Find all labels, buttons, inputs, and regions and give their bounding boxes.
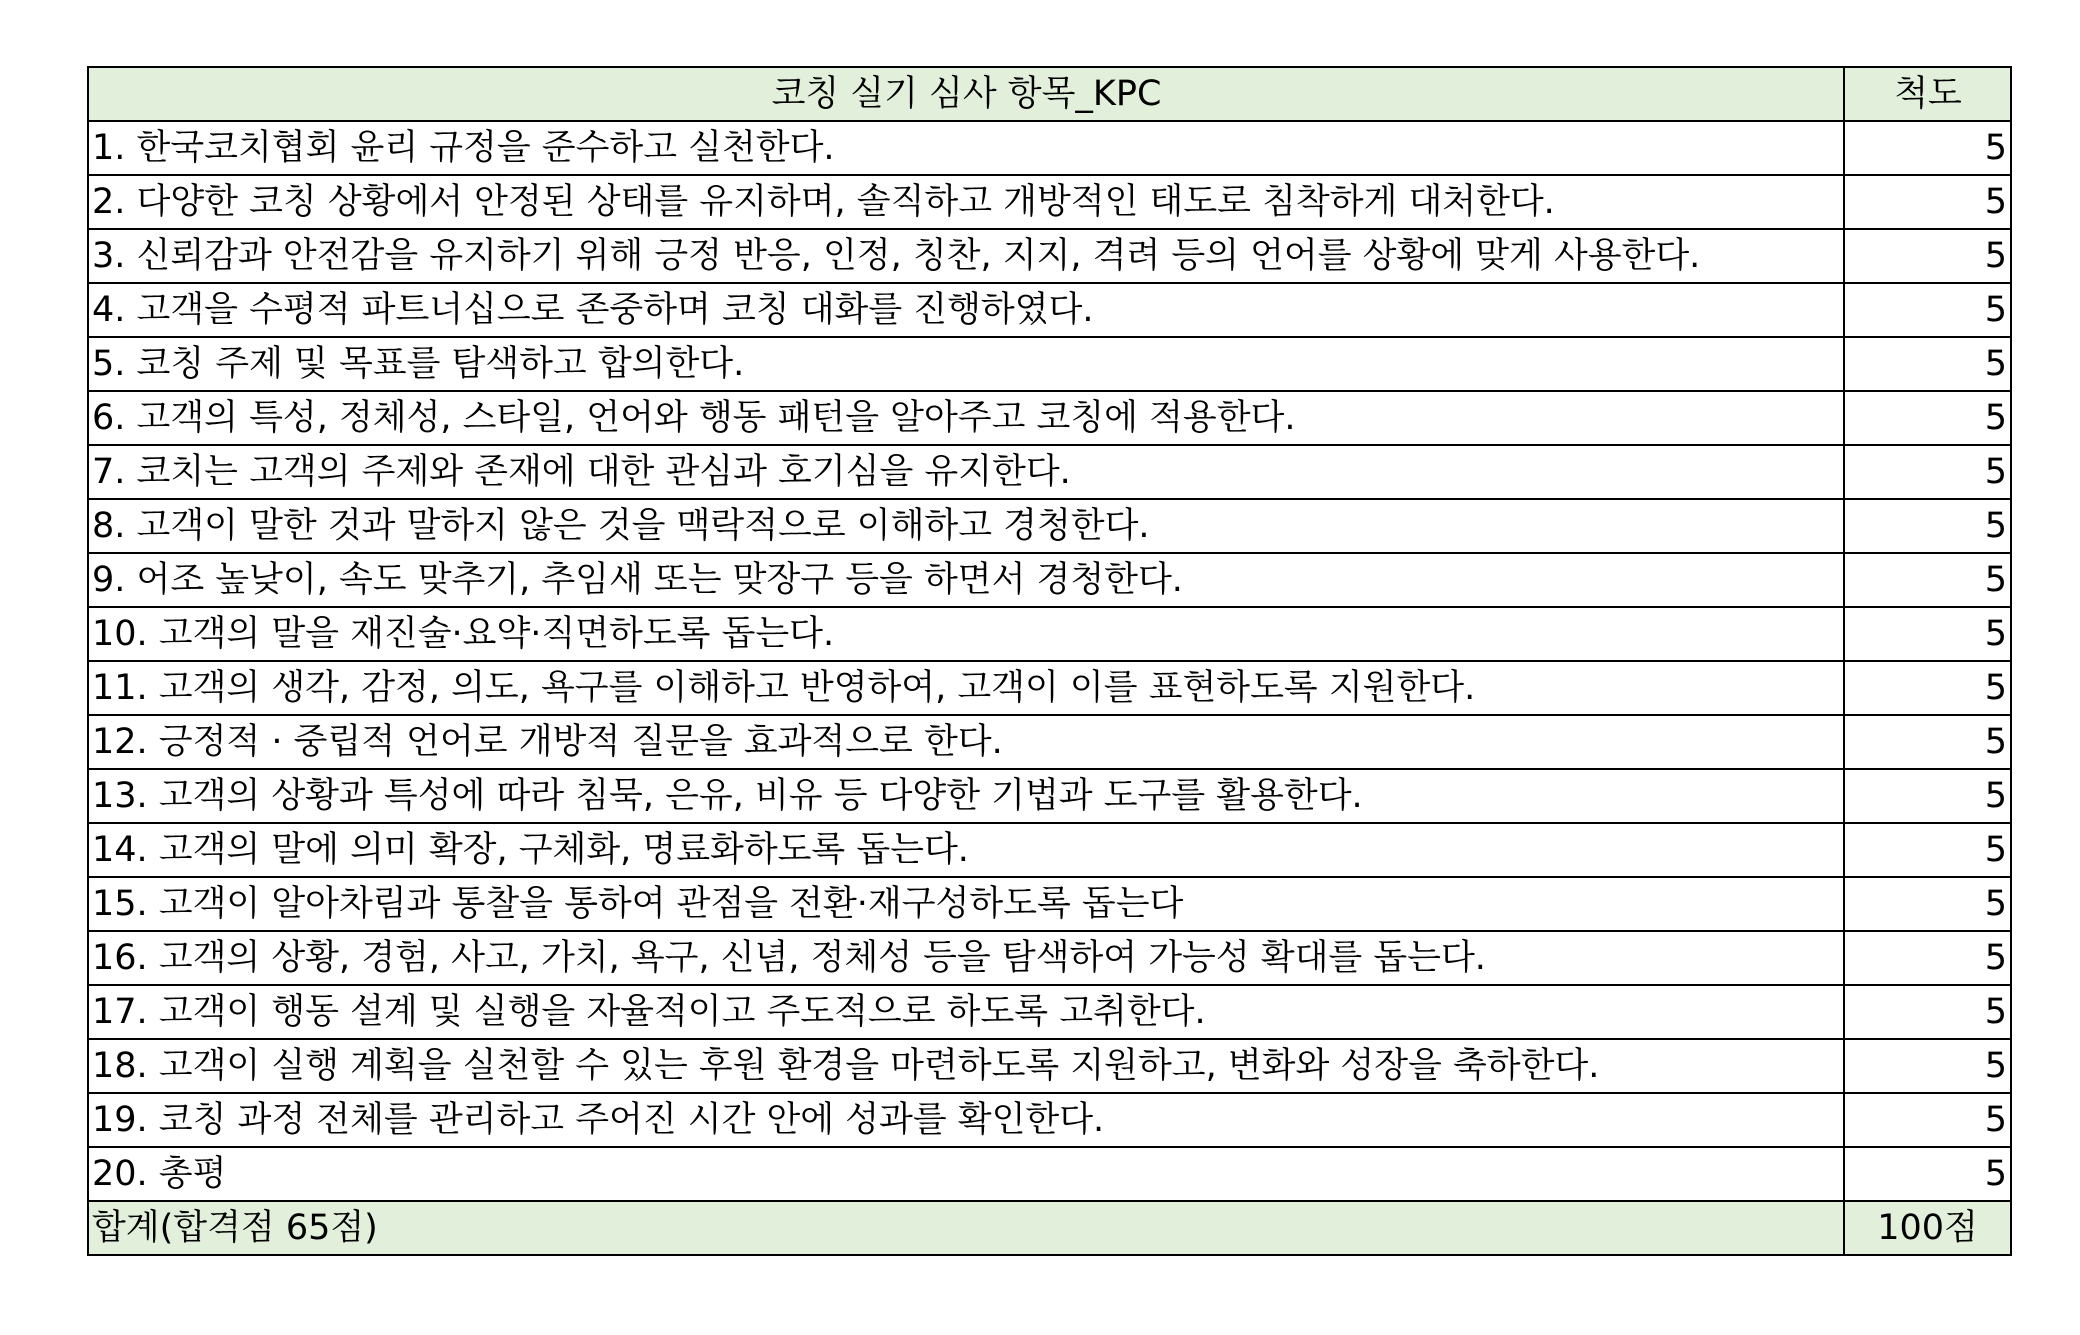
table-row bbox=[88, 175, 2011, 229]
table-row bbox=[88, 553, 2011, 607]
item-cell: 16. 고객의 상황, 경험, 사고, 가치, 욕구, 신념, 정체성 등을 탐색하여 가능성 확대를 돕는다. bbox=[88, 931, 1844, 985]
score-cell: 5 bbox=[1844, 229, 2011, 283]
item-cell: 20. 총평 bbox=[88, 1147, 1844, 1201]
table-row bbox=[88, 1039, 2011, 1093]
item-cell: 15. 고객이 알아차림과 통찰을 통하여 관점을 전환·재구성하도록 돕는다 bbox=[88, 877, 1844, 931]
score-cell: 5 bbox=[1844, 391, 2011, 445]
item-cell: 12. 긍정적 · 중립적 언어로 개방적 질문을 효과적으로 한다. bbox=[88, 715, 1844, 769]
table-row bbox=[88, 499, 2011, 553]
total-row bbox=[88, 1201, 2011, 1255]
item-cell: 18. 고객이 실행 계획을 실천할 수 있는 후원 환경을 마련하도록 지원하고, 변화와 성장을 축하한다. bbox=[88, 1039, 1844, 1093]
item-cell: 17. 고객이 행동 설계 및 실행을 자율적이고 주도적으로 하도록 고취한다. bbox=[88, 985, 1844, 1039]
table-row bbox=[88, 931, 2011, 985]
item-cell: 7. 코치는 고객의 주제와 존재에 대한 관심과 호기심을 유지한다. bbox=[88, 445, 1844, 499]
table-row bbox=[88, 283, 2011, 337]
table-row bbox=[88, 337, 2011, 391]
item-cell: 19. 코칭 과정 전체를 관리하고 주어진 시간 안에 성과를 확인한다. bbox=[88, 1093, 1844, 1147]
item-cell: 8. 고객이 말한 것과 말하지 않은 것을 맥락적으로 이해하고 경청한다. bbox=[88, 499, 1844, 553]
score-cell: 5 bbox=[1844, 121, 2011, 175]
table-row bbox=[88, 769, 2011, 823]
item-cell: 9. 어조 높낮이, 속도 맞추기, 추임새 또는 맞장구 등을 하면서 경청한다. bbox=[88, 553, 1844, 607]
score-cell: 5 bbox=[1844, 1093, 2011, 1147]
score-cell: 5 bbox=[1844, 877, 2011, 931]
total-label-cell: 합계(합격점 65점) bbox=[88, 1201, 1844, 1255]
item-cell: 2. 다양한 코칭 상황에서 안정된 상태를 유지하며, 솔직하고 개방적인 태도로 침착하게 대처한다. bbox=[88, 175, 1844, 229]
score-cell: 5 bbox=[1844, 337, 2011, 391]
score-cell: 5 bbox=[1844, 931, 2011, 985]
item-cell: 13. 고객의 상황과 특성에 따라 침묵, 은유, 비유 등 다양한 기법과 도구를 활용한다. bbox=[88, 769, 1844, 823]
header-item-cell: 코칭 실기 심사 항목_KPC bbox=[88, 67, 1844, 121]
score-cell: 5 bbox=[1844, 607, 2011, 661]
total-score-cell: 100점 bbox=[1844, 1201, 2011, 1255]
score-cell: 5 bbox=[1844, 823, 2011, 877]
evaluation-table bbox=[87, 66, 2012, 1256]
table-row bbox=[88, 877, 2011, 931]
score-cell: 5 bbox=[1844, 769, 2011, 823]
table-row bbox=[88, 1093, 2011, 1147]
item-cell: 10. 고객의 말을 재진술·요약·직면하도록 돕는다. bbox=[88, 607, 1844, 661]
item-cell: 4. 고객을 수평적 파트너십으로 존중하며 코칭 대화를 진행하였다. bbox=[88, 283, 1844, 337]
score-cell: 5 bbox=[1844, 661, 2011, 715]
table-row bbox=[88, 715, 2011, 769]
table-row bbox=[88, 985, 2011, 1039]
table-row bbox=[88, 661, 2011, 715]
table-row bbox=[88, 391, 2011, 445]
item-cell: 3. 신뢰감과 안전감을 유지하기 위해 긍정 반응, 인정, 칭찬, 지지, 격려 등의 언어를 상황에 맞게 사용한다. bbox=[88, 229, 1844, 283]
item-cell: 5. 코칭 주제 및 목표를 탐색하고 합의한다. bbox=[88, 337, 1844, 391]
table-row bbox=[88, 607, 2011, 661]
item-cell: 14. 고객의 말에 의미 확장, 구체화, 명료화하도록 돕는다. bbox=[88, 823, 1844, 877]
score-cell: 5 bbox=[1844, 1039, 2011, 1093]
table-row bbox=[88, 1147, 2011, 1201]
score-cell: 5 bbox=[1844, 1147, 2011, 1201]
score-cell: 5 bbox=[1844, 715, 2011, 769]
item-cell: 1. 한국코치협회 윤리 규정을 준수하고 실천한다. bbox=[88, 121, 1844, 175]
table-row bbox=[88, 823, 2011, 877]
score-cell: 5 bbox=[1844, 553, 2011, 607]
score-cell: 5 bbox=[1844, 985, 2011, 1039]
header-scale-cell: 척도 bbox=[1844, 67, 2011, 121]
table-row bbox=[88, 229, 2011, 283]
item-cell: 11. 고객의 생각, 감정, 의도, 욕구를 이해하고 반영하여, 고객이 이를 표현하도록 지원한다. bbox=[88, 661, 1844, 715]
score-cell: 5 bbox=[1844, 445, 2011, 499]
score-cell: 5 bbox=[1844, 283, 2011, 337]
score-cell: 5 bbox=[1844, 499, 2011, 553]
table-row bbox=[88, 445, 2011, 499]
item-cell: 6. 고객의 특성, 정체성, 스타일, 언어와 행동 패턴을 알아주고 코칭에 적용한다. bbox=[88, 391, 1844, 445]
header-row bbox=[88, 67, 2011, 121]
table-row bbox=[88, 121, 2011, 175]
score-cell: 5 bbox=[1844, 175, 2011, 229]
